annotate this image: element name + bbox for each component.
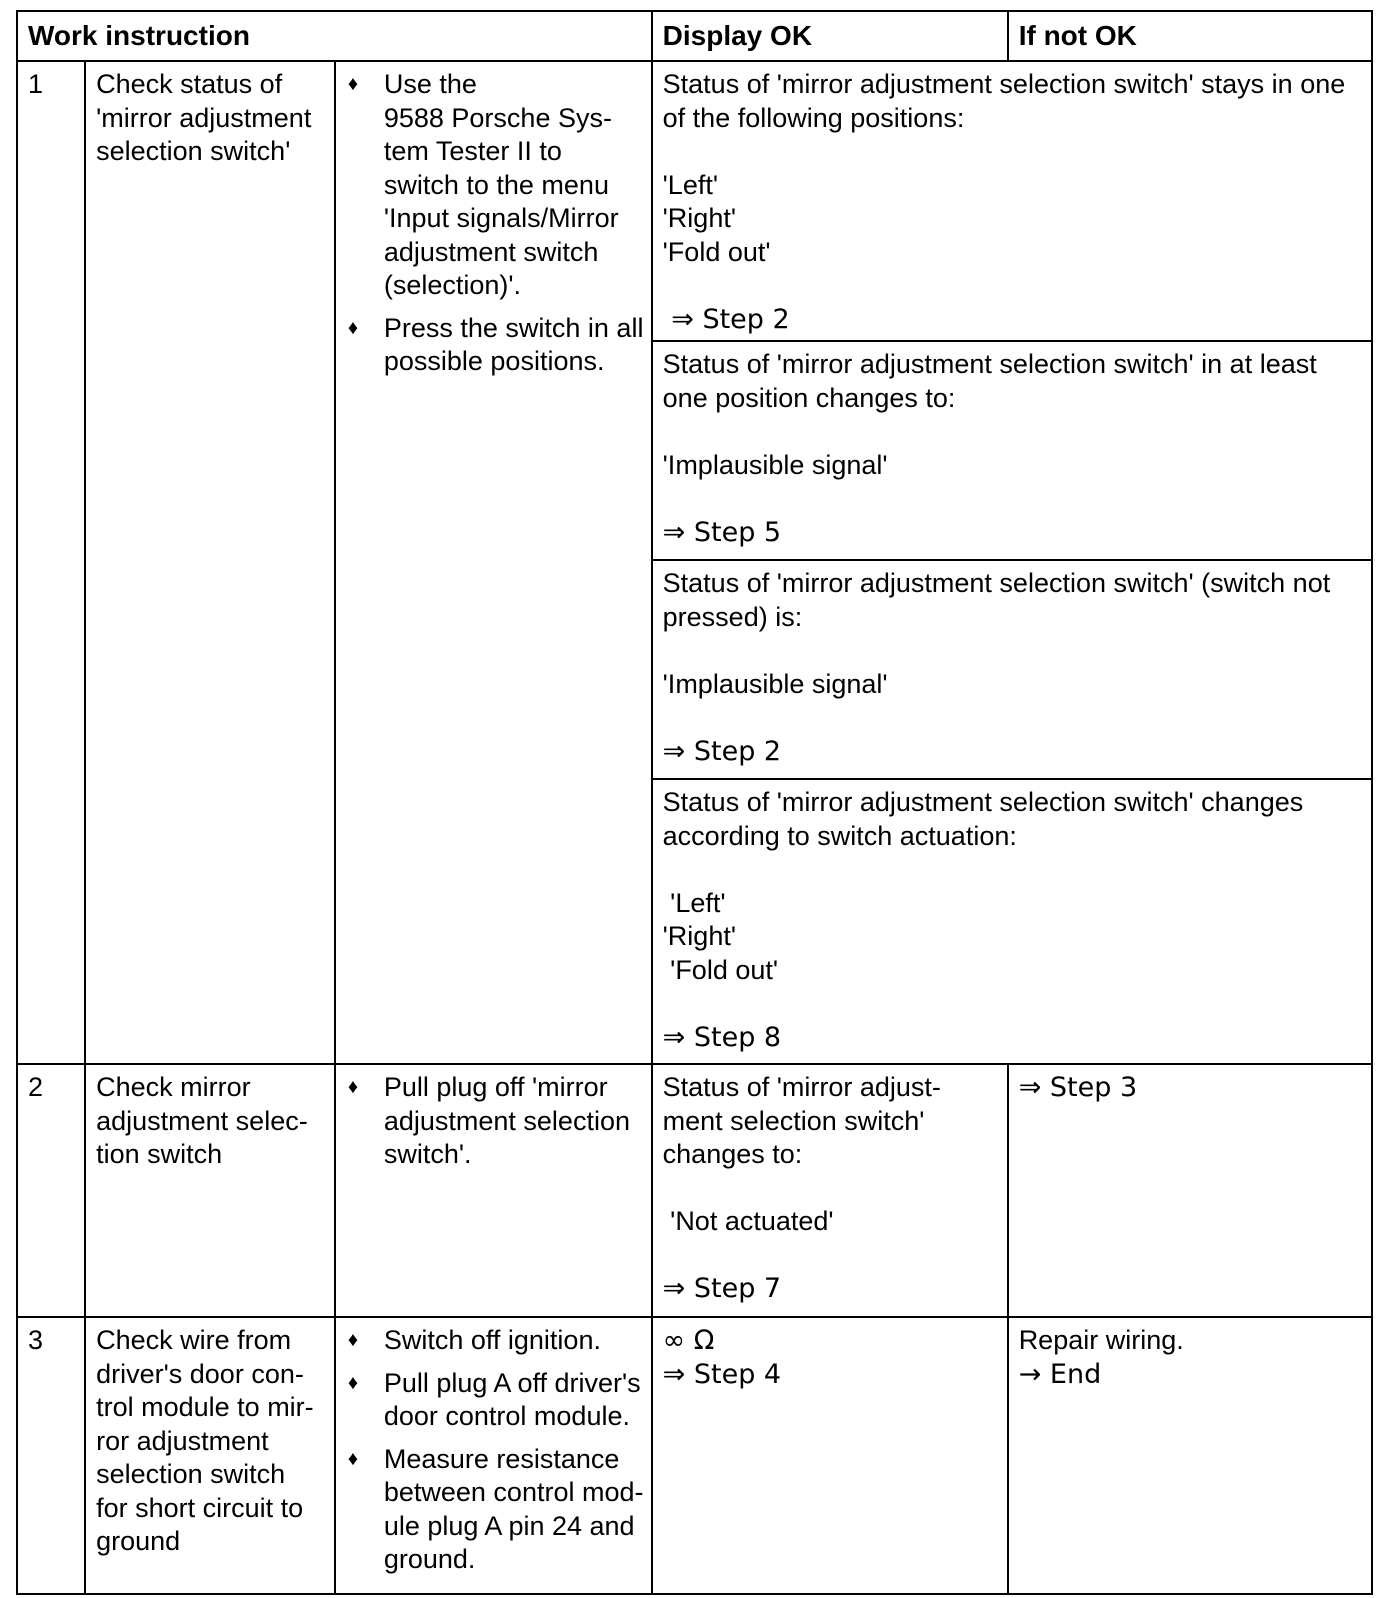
action-line: adjustment switch: [383, 236, 599, 267]
action-line: possible positions.: [383, 346, 605, 376]
step-2-display-ok: [652, 1064, 1008, 1317]
step-1-actions: [335, 61, 652, 1064]
outcome-value: 'Fold out': [662, 236, 771, 267]
outcome-value: 'Not actuated': [662, 1206, 834, 1236]
step-1-outcome-2: [652, 341, 1372, 560]
action-line: 9588 Porsche Sys-: [383, 102, 612, 133]
outcome-result: ⇒ Step 8: [662, 1021, 782, 1053]
outcome-result: ⇒ Step 4: [662, 1358, 782, 1390]
action-line: (selection)'.: [383, 270, 522, 300]
spacer: [663, 701, 1361, 735]
step-3-number: 3: [17, 1317, 85, 1594]
header-if-not-ok: If not OK: [1008, 11, 1372, 61]
step-1-number: 1: [17, 61, 85, 1064]
spacer: [663, 269, 1361, 303]
diamond-bullet-icon: ♦: [347, 73, 359, 95]
outcome-text: Status of 'mirror adjust-: [662, 1072, 941, 1102]
outcome-value: 'Fold out': [662, 954, 779, 985]
spacer: [663, 1172, 997, 1206]
outcome-text: ment selection switch': [662, 1105, 925, 1136]
action-line: switch to the menu: [383, 169, 609, 200]
action-line: Use the: [383, 69, 477, 99]
step-3-action: [346, 1367, 641, 1434]
outcome-text: pressed) is:: [662, 601, 803, 632]
step-3-title-line: trol module to mir-: [96, 1392, 314, 1422]
step-1-title-line: Check status of: [96, 69, 283, 99]
step-2-title-line: tion switch: [96, 1139, 223, 1169]
outcome-value: 'Left': [662, 169, 719, 200]
step-1-action: [346, 312, 644, 379]
spacer: [663, 482, 1361, 516]
diamond-bullet-icon: ♦: [347, 1447, 359, 1470]
header-row: [17, 11, 1372, 61]
spacer: [663, 135, 1361, 169]
step-3-title-line: ror adjustment: [96, 1425, 269, 1456]
outcome-value: 'Implausible signal': [662, 449, 888, 480]
outcome-result: ⇒ Step 5: [662, 516, 782, 548]
step-1-outcome-1: [652, 61, 1372, 341]
spacer: [663, 1239, 997, 1273]
step-3-if-not-ok: [1008, 1317, 1372, 1594]
step-2-number: 2: [17, 1064, 85, 1317]
step-3-row: [17, 1317, 1372, 1594]
work-instruction-table: [16, 10, 1373, 1595]
outcome-value: 'Left': [662, 887, 726, 918]
action-line: Switch off ignition.: [383, 1325, 601, 1355]
step-2-row: [17, 1064, 1372, 1317]
step-1-outcome-3: [652, 560, 1372, 779]
spacer: [663, 415, 1361, 449]
step-3-title-line: ground: [96, 1526, 181, 1556]
spacer: [663, 634, 1361, 668]
outcome-value: 'Right': [662, 203, 736, 233]
step-1-action: [346, 68, 641, 303]
diamond-bullet-icon: ♦: [347, 1076, 359, 1098]
outcome-value: 'Right': [662, 921, 736, 951]
spacer: [663, 853, 1361, 887]
step-3-title-line: driver's door con-: [96, 1358, 304, 1389]
header-display-ok: Display OK: [652, 11, 1008, 61]
step-1-title-line: 'mirror adjustment: [96, 102, 312, 133]
step-1-title: [85, 61, 335, 1064]
action-line: Press the switch in all: [383, 312, 644, 343]
diamond-bullet-icon: ♦: [347, 1371, 359, 1394]
step-2-title-line: adjustment selec-: [96, 1105, 308, 1136]
diamond-bullet-icon: ♦: [347, 1329, 359, 1351]
outcome-text: changes to:: [662, 1139, 803, 1169]
step-2-title: [85, 1064, 335, 1317]
outcome-result: ⇒ Step 7: [662, 1273, 782, 1304]
step-1-outcome-4: [652, 779, 1372, 1064]
action-line: tem Tester II to: [383, 136, 562, 166]
step-3-title-line: for short circuit to: [96, 1492, 304, 1523]
outcome-result: ⇒ Step 2: [662, 735, 782, 767]
step-2-if-not-ok: [1008, 1064, 1372, 1317]
outcome-text: Repair wiring.: [1018, 1325, 1184, 1355]
resistance-value: ∞ Ω: [662, 1325, 715, 1356]
action-line: 'Input signals/Mirror: [383, 203, 619, 233]
step-1-row: [17, 61, 1372, 341]
outcome-result: → End: [1018, 1358, 1102, 1390]
action-line: Measure resistance: [383, 1443, 620, 1474]
step-3-action: [346, 1324, 641, 1358]
header-work-instruction: Work instruction: [17, 11, 652, 61]
outcome-text: according to switch actuation:: [662, 820, 1017, 851]
outcome-text: Status of 'mirror adjustment selection switch' stays in one: [662, 69, 1346, 99]
step-3-title: [85, 1317, 335, 1594]
step-3-action: [346, 1443, 644, 1577]
outcome-text: Status of 'mirror adjustment selection switch' (switch not: [662, 568, 1331, 598]
action-line: between control mod-: [383, 1477, 644, 1507]
outcome-text: Status of 'mirror adjustment selection switch' changes: [662, 787, 1304, 817]
action-line: Pull plug off 'mirror: [383, 1072, 608, 1102]
step-3-title-line: Check wire from: [96, 1325, 292, 1355]
action-line: switch'.: [383, 1139, 472, 1169]
diamond-bullet-icon: ♦: [347, 316, 359, 339]
outcome-text: of the following positions:: [662, 102, 965, 133]
outcome-text: one position changes to:: [662, 382, 956, 413]
spacer: [663, 987, 1361, 1021]
action-line: adjustment selection: [383, 1105, 630, 1136]
outcome-value: 'Implausible signal': [662, 668, 888, 699]
outcome-result: ⇒ Step 2: [662, 303, 790, 335]
outcome-result: ⇒ Step 3: [1018, 1072, 1138, 1103]
step-2-action: [346, 1071, 641, 1172]
step-3-display-ok: [652, 1317, 1008, 1594]
step-2-actions: [335, 1064, 652, 1317]
step-3-actions: [335, 1317, 652, 1594]
action-line: ground.: [383, 1544, 476, 1574]
outcome-text: Status of 'mirror adjustment selection switch' in at least: [662, 349, 1317, 379]
step-1-title-line: selection switch': [96, 136, 291, 166]
step-2-title-line: Check mirror: [96, 1072, 251, 1102]
action-line: ule plug A pin 24 and: [383, 1510, 635, 1541]
step-3-title-line: selection switch: [96, 1459, 286, 1489]
action-line: door control module.: [383, 1401, 630, 1431]
action-line: Pull plug A off driver's: [383, 1367, 641, 1398]
